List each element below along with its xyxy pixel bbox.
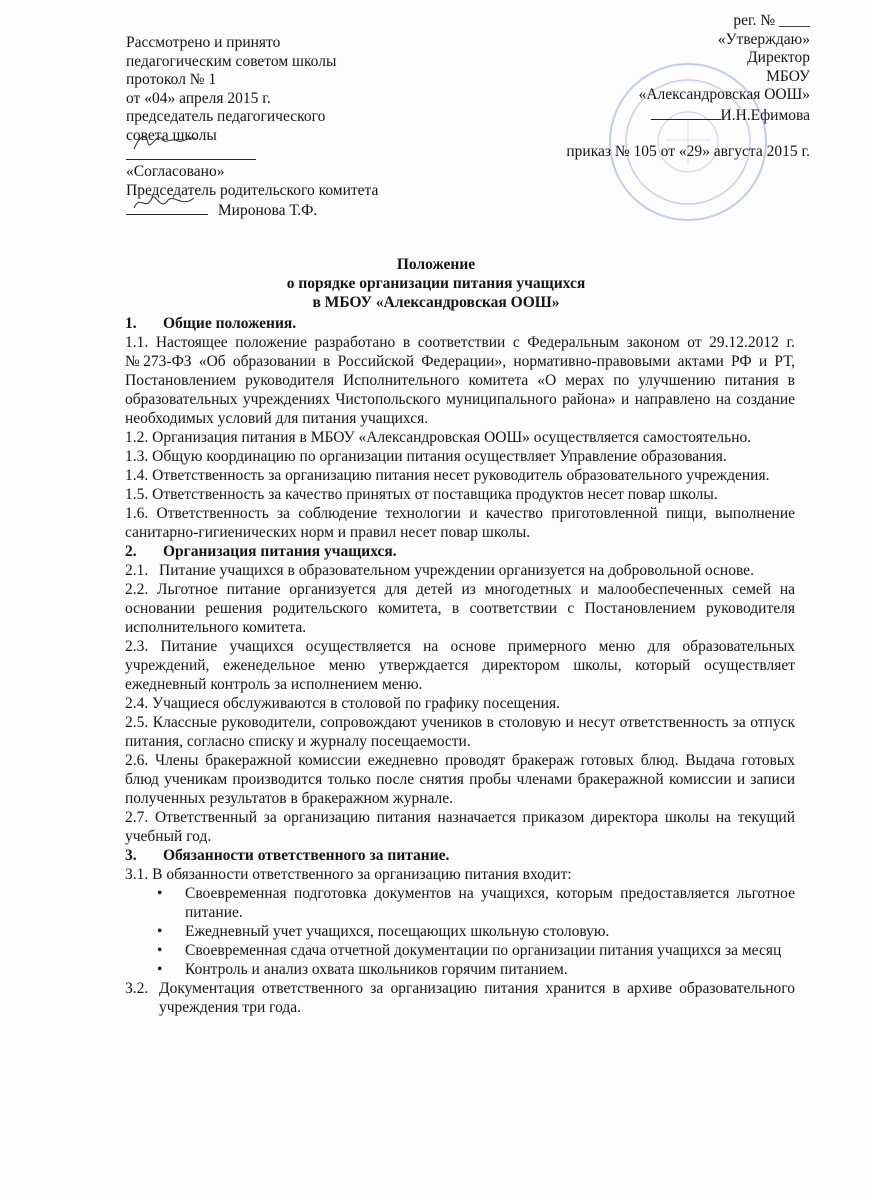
approval-right-block (480, 12, 810, 162)
title-line-2: о порядке организации питания учащихся (286, 275, 586, 292)
registration-number: рег. № ____ (733, 12, 810, 29)
section-heading (125, 846, 795, 865)
paragraph: 1.4. Ответственность за организацию питания несет руководитель образовательного учреждения. (125, 467, 770, 484)
paragraph: 2.6. Члены бракеражной комиссии ежедневно проводят бракераж готовых блюд. Выдача готовых блюд ученикам производится только после снятия пробы членами бракеражной комиссии и записи полученных результатов в бракеражном журнале. (125, 752, 795, 807)
paragraph-text: Питание учащихся в образовательном учреждении организуется на добровольной основе. (159, 562, 754, 579)
paragraph-text: Документация ответственного за организацию питания хранится в архиве образовательного учреждения три года. (159, 980, 795, 1016)
paragraph: 2.4. Учащиеся обслуживаются в столовой по графику посещения. (125, 695, 560, 712)
signature-line (126, 145, 446, 163)
bullet-icon (157, 922, 185, 941)
section-title: Общие положения. (163, 315, 297, 332)
org-line-2: «Александровская ООШ» (638, 86, 810, 103)
list-item-text: Своевременная сдача отчетной документации по организации питания учащихся за месяц (185, 942, 782, 959)
paragraph: 2.7. Ответственный за организацию питания назначается приказом директора школы на текущий учебный год. (125, 809, 795, 845)
title-line-3: в МБОУ «Александровская ООШ» (312, 294, 560, 311)
list-item-text: Своевременная подготовка документов на учащихся, которым предоставляется льготное питание. (185, 885, 795, 921)
section-heading (125, 314, 795, 333)
paragraph: 2.3. Питание учащихся осуществляется на основе примерного меню для образовательных учреждений, еженедельное меню утверждается директором школы, который осуществляет ежедневный контроль за исполнением меню. (125, 638, 795, 693)
paragraph: 1.2. Организация питания в МБОУ «Александровская ООШ» осуществляется самостоятельно. (125, 429, 752, 446)
title-line-1: Положение (396, 256, 476, 273)
signature-mark (132, 190, 202, 216)
director-label: Директор (747, 49, 810, 66)
bullet-icon (157, 960, 185, 979)
paragraph: 2.5. Классные руководители, сопровождают учеников в столовую и несут ответственность за отпуск питания, согласно списку и журналу посещаемости. (125, 714, 795, 750)
list-item (125, 922, 795, 941)
approval-line: председатель педагогического (126, 108, 326, 125)
paragraph (125, 561, 795, 580)
list-item (125, 941, 795, 960)
agreed-label: «Согласовано» (126, 163, 225, 180)
paragraph: 1.6. Ответственность за соблюдение технологии и качество приготовленной пищи, выполнение санитарно-гигиенических норм и правил несет повар школы. (125, 505, 795, 541)
paragraph: 2.2. Льготное питание организуется для детей из многодетных и малообеспеченных семей на основании решения родительского комитета, в соответствии с Постановлением руководителя исполнительного комитета. (125, 581, 795, 636)
section-heading (125, 542, 795, 561)
list-item (125, 884, 795, 922)
committee-label: Председатель родительского комитета (126, 181, 379, 199)
section-number: 3. (125, 847, 137, 864)
paragraph: 1.3. Общую координацию по организации питания осуществляет Управление образования. (125, 448, 727, 465)
order-reference: приказ № 105 от «29» августа 2015 г. (566, 143, 810, 160)
approval-line: протокол № 1 (126, 71, 217, 88)
paragraph-number: 2.1. (125, 562, 149, 579)
approval-left-block (126, 34, 446, 221)
paragraph: 3.1. В обязанности ответственного за организацию питания входит: (125, 866, 572, 883)
document-body (125, 314, 795, 1017)
section-title: Обязанности ответственного за питание. (163, 847, 450, 864)
director-name: И.Н.Ефимова (720, 106, 810, 124)
approve-label: «Утверждаю» (717, 30, 810, 48)
paragraph (125, 979, 795, 1017)
approval-line: Рассмотрено и принято (126, 34, 281, 51)
director-signature (480, 105, 810, 126)
list-item-text: Контроль и анализ охвата школьников горячим питанием. (185, 961, 568, 978)
list-item (125, 960, 795, 979)
section-number: 2. (125, 543, 137, 560)
paragraph-number: 3.2. (125, 980, 149, 997)
approval-line: совета школы (126, 126, 217, 144)
bullet-icon (157, 884, 185, 922)
signature-mark (130, 129, 200, 155)
list-item-text: Ежедневный учет учащихся, посещающих школьную столовую. (185, 923, 610, 940)
approval-line: от «04» апреля 2015 г. (126, 89, 271, 107)
committee-name: Миронова Т.Ф. (217, 202, 318, 219)
committee-signature (126, 200, 446, 221)
paragraph: 1.1. Настоящее положение разработано в соответствии с Федеральным законом от 29.12.2012 г. №273-ФЗ «Об образовании в Российской Федерации», нормативно-правовыми актами РФ и РТ, Постановлением руководителя Исполнительного комитета «О мерах по улучшению питания в образовательных учреждениях Чистопольского муниципального района» и направлено на создание необходимых условий для питания учащихся. (125, 334, 795, 427)
paragraph: 1.5. Ответственность за качество принятых от поставщика продуктов несет повар школы. (125, 486, 718, 503)
document-title (0, 255, 872, 312)
bullet-icon (157, 941, 185, 960)
approval-line: педагогическим советом школы (126, 52, 337, 70)
org-line-1: МБОУ (766, 67, 810, 85)
section-number: 1. (125, 315, 137, 332)
section-title: Организация питания учащихся. (163, 543, 397, 560)
